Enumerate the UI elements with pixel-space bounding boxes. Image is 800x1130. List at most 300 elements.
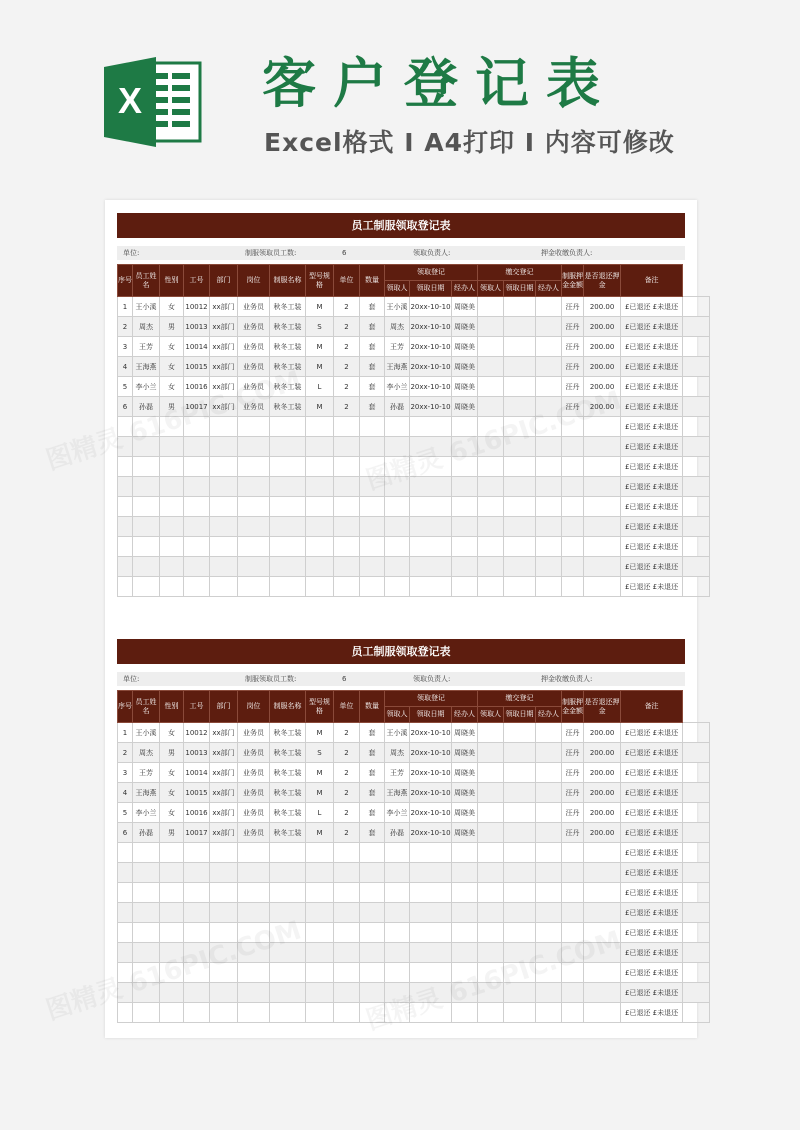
table-cell[interactable]: xx部门 [210, 763, 238, 783]
table-cell[interactable] [683, 723, 710, 743]
table-cell[interactable]: 男 [160, 823, 184, 843]
table-cell[interactable] [683, 943, 710, 963]
table-cell[interactable]: 周晓美 [452, 297, 478, 317]
table-cell[interactable]: 套 [360, 823, 385, 843]
table-cell[interactable] [562, 1003, 584, 1023]
table-cell[interactable]: £已退还 £未退还 [621, 537, 683, 557]
table-cell[interactable]: 20xx-10-10 [410, 723, 452, 743]
table-cell[interactable]: M [306, 823, 334, 843]
table-cell[interactable] [238, 437, 270, 457]
table-cell[interactable] [478, 903, 504, 923]
table-cell[interactable] [385, 903, 410, 923]
table-cell[interactable] [160, 983, 184, 1003]
table-cell[interactable] [270, 437, 306, 457]
table-cell[interactable] [238, 417, 270, 437]
table-cell[interactable]: 王小溪 [385, 723, 410, 743]
table-cell[interactable]: 套 [360, 803, 385, 823]
table-cell[interactable] [360, 557, 385, 577]
table-cell[interactable] [210, 417, 238, 437]
table-cell[interactable] [504, 377, 536, 397]
table-cell[interactable] [118, 883, 133, 903]
table-cell[interactable] [536, 297, 562, 317]
table-cell[interactable] [410, 843, 452, 863]
table-cell[interactable] [504, 397, 536, 417]
table-cell[interactable] [118, 477, 133, 497]
table-cell[interactable] [160, 497, 184, 517]
table-cell[interactable] [385, 517, 410, 537]
table-cell[interactable] [360, 417, 385, 437]
table-cell[interactable]: 王小溪 [385, 297, 410, 317]
table-cell[interactable]: 6 [118, 397, 133, 417]
table-cell[interactable] [683, 577, 710, 597]
table-cell[interactable] [452, 477, 478, 497]
table-cell[interactable] [536, 557, 562, 577]
table-cell[interactable]: 2 [334, 297, 360, 317]
table-cell[interactable]: 套 [360, 723, 385, 743]
table-cell[interactable] [270, 923, 306, 943]
table-cell[interactable] [584, 943, 621, 963]
table-cell[interactable] [160, 923, 184, 943]
table-cell[interactable]: 2 [334, 743, 360, 763]
table-cell[interactable] [504, 537, 536, 557]
table-cell[interactable] [238, 517, 270, 537]
table-cell[interactable] [160, 477, 184, 497]
table-cell[interactable] [584, 537, 621, 557]
table-cell[interactable] [385, 863, 410, 883]
table-cell[interactable] [360, 477, 385, 497]
table-cell[interactable] [385, 983, 410, 1003]
table-cell[interactable] [562, 863, 584, 883]
table-cell[interactable] [504, 557, 536, 577]
table-cell[interactable] [270, 903, 306, 923]
table-cell[interactable] [504, 803, 536, 823]
table-cell[interactable] [306, 457, 334, 477]
table-cell[interactable]: 1 [118, 297, 133, 317]
table-cell[interactable] [334, 963, 360, 983]
table-cell[interactable]: 女 [160, 297, 184, 317]
table-cell[interactable] [334, 883, 360, 903]
table-cell[interactable] [238, 863, 270, 883]
table-cell[interactable] [334, 517, 360, 537]
table-cell[interactable]: £已退还 £未退还 [621, 437, 683, 457]
table-cell[interactable] [452, 417, 478, 437]
table-cell[interactable] [452, 1003, 478, 1023]
table-cell[interactable] [536, 903, 562, 923]
table-cell[interactable] [184, 883, 210, 903]
table-cell[interactable]: 套 [360, 743, 385, 763]
table-cell[interactable]: 女 [160, 803, 184, 823]
table-cell[interactable] [452, 457, 478, 477]
table-cell[interactable] [584, 517, 621, 537]
table-cell[interactable] [478, 843, 504, 863]
table-cell[interactable] [478, 577, 504, 597]
table-cell[interactable] [536, 397, 562, 417]
table-cell[interactable] [360, 843, 385, 863]
table-cell[interactable]: 汪丹 [562, 743, 584, 763]
table-cell[interactable]: 孙磊 [133, 823, 160, 843]
table-cell[interactable]: 业务员 [238, 803, 270, 823]
table-cell[interactable] [210, 1003, 238, 1023]
table-cell[interactable] [683, 923, 710, 943]
table-cell[interactable] [683, 397, 710, 417]
table-cell[interactable] [118, 437, 133, 457]
table-cell[interactable]: 200.00 [584, 723, 621, 743]
table-cell[interactable] [385, 577, 410, 597]
table-cell[interactable] [504, 843, 536, 863]
table-cell[interactable] [683, 1003, 710, 1023]
table-cell[interactable]: 汪丹 [562, 783, 584, 803]
table-cell[interactable] [536, 723, 562, 743]
table-cell[interactable] [584, 963, 621, 983]
table-cell[interactable]: 周晓美 [452, 397, 478, 417]
table-cell[interactable] [118, 517, 133, 537]
table-cell[interactable]: 男 [160, 317, 184, 337]
table-cell[interactable] [683, 317, 710, 337]
table-cell[interactable]: 汪丹 [562, 337, 584, 357]
table-cell[interactable] [410, 903, 452, 923]
table-cell[interactable] [504, 437, 536, 457]
table-cell[interactable] [184, 557, 210, 577]
table-cell[interactable] [238, 537, 270, 557]
table-cell[interactable] [270, 457, 306, 477]
table-cell[interactable] [306, 903, 334, 923]
table-cell[interactable] [410, 577, 452, 597]
table-cell[interactable] [270, 883, 306, 903]
table-cell[interactable] [270, 497, 306, 517]
info-count-value[interactable]: 6 [342, 249, 347, 257]
table-cell[interactable] [452, 537, 478, 557]
table-cell[interactable] [504, 457, 536, 477]
table-cell[interactable]: 李小兰 [133, 377, 160, 397]
table-cell[interactable] [133, 457, 160, 477]
table-cell[interactable]: 套 [360, 377, 385, 397]
table-cell[interactable] [306, 863, 334, 883]
table-cell[interactable] [562, 437, 584, 457]
table-cell[interactable] [683, 963, 710, 983]
table-cell[interactable] [118, 1003, 133, 1023]
table-cell[interactable]: 业务员 [238, 357, 270, 377]
table-cell[interactable]: 汪丹 [562, 297, 584, 317]
table-cell[interactable] [160, 517, 184, 537]
table-cell[interactable]: 孙磊 [385, 823, 410, 843]
table-cell[interactable]: 套 [360, 317, 385, 337]
table-cell[interactable]: 20xx-10-10 [410, 783, 452, 803]
table-cell[interactable] [360, 1003, 385, 1023]
table-cell[interactable] [306, 843, 334, 863]
table-cell[interactable] [360, 577, 385, 597]
table-cell[interactable] [118, 577, 133, 597]
table-cell[interactable] [334, 1003, 360, 1023]
table-cell[interactable] [184, 457, 210, 477]
table-cell[interactable] [683, 377, 710, 397]
table-cell[interactable] [118, 923, 133, 943]
table-cell[interactable]: 2 [334, 763, 360, 783]
table-cell[interactable] [562, 983, 584, 1003]
table-cell[interactable] [478, 497, 504, 517]
table-cell[interactable]: 汪丹 [562, 823, 584, 843]
table-cell[interactable] [536, 923, 562, 943]
table-cell[interactable] [452, 843, 478, 863]
table-cell[interactable]: £已退还 £未退还 [621, 1003, 683, 1023]
table-cell[interactable] [683, 983, 710, 1003]
table-cell[interactable] [360, 923, 385, 943]
table-cell[interactable]: 10013 [184, 317, 210, 337]
table-cell[interactable] [210, 457, 238, 477]
table-cell[interactable] [504, 943, 536, 963]
table-cell[interactable] [270, 963, 306, 983]
table-cell[interactable] [210, 963, 238, 983]
table-cell[interactable]: 女 [160, 723, 184, 743]
table-cell[interactable]: L [306, 377, 334, 397]
table-cell[interactable]: 2 [334, 357, 360, 377]
table-cell[interactable] [360, 437, 385, 457]
table-cell[interactable] [360, 517, 385, 537]
table-cell[interactable]: 秋冬工装 [270, 337, 306, 357]
table-cell[interactable]: 10014 [184, 763, 210, 783]
table-cell[interactable] [360, 457, 385, 477]
table-cell[interactable] [133, 517, 160, 537]
table-cell[interactable]: £已退还 £未退还 [621, 337, 683, 357]
table-cell[interactable] [478, 883, 504, 903]
table-cell[interactable]: 汪丹 [562, 397, 584, 417]
table-cell[interactable] [536, 337, 562, 357]
table-cell[interactable]: M [306, 723, 334, 743]
table-cell[interactable] [536, 783, 562, 803]
table-cell[interactable]: 业务员 [238, 377, 270, 397]
table-cell[interactable] [478, 537, 504, 557]
table-cell[interactable] [410, 963, 452, 983]
table-cell[interactable]: 业务员 [238, 723, 270, 743]
table-cell[interactable]: 10017 [184, 397, 210, 417]
table-cell[interactable] [118, 497, 133, 517]
table-cell[interactable]: 业务员 [238, 317, 270, 337]
table-cell[interactable]: 2 [334, 783, 360, 803]
table-cell[interactable]: 女 [160, 783, 184, 803]
table-cell[interactable] [270, 983, 306, 1003]
table-cell[interactable]: 套 [360, 783, 385, 803]
table-cell[interactable] [133, 883, 160, 903]
table-cell[interactable]: 2 [334, 337, 360, 357]
table-cell[interactable]: £已退还 £未退还 [621, 723, 683, 743]
table-cell[interactable] [184, 1003, 210, 1023]
table-cell[interactable] [536, 823, 562, 843]
table-cell[interactable] [133, 943, 160, 963]
table-cell[interactable] [504, 297, 536, 317]
table-cell[interactable] [562, 903, 584, 923]
table-cell[interactable] [536, 843, 562, 863]
table-cell[interactable]: 2 [118, 743, 133, 763]
table-cell[interactable] [536, 537, 562, 557]
table-cell[interactable] [478, 397, 504, 417]
table-cell[interactable]: £已退还 £未退还 [621, 377, 683, 397]
table-cell[interactable]: 周晓美 [452, 337, 478, 357]
table-cell[interactable] [306, 883, 334, 903]
table-cell[interactable] [478, 803, 504, 823]
table-cell[interactable] [562, 883, 584, 903]
table-cell[interactable] [270, 863, 306, 883]
table-cell[interactable] [452, 923, 478, 943]
table-cell[interactable]: xx部门 [210, 357, 238, 377]
table-cell[interactable]: 10016 [184, 377, 210, 397]
table-cell[interactable]: 2 [334, 723, 360, 743]
table-cell[interactable]: 业务员 [238, 783, 270, 803]
table-cell[interactable] [478, 337, 504, 357]
table-cell[interactable]: M [306, 337, 334, 357]
table-cell[interactable] [683, 843, 710, 863]
table-cell[interactable] [536, 983, 562, 1003]
table-cell[interactable]: xx部门 [210, 783, 238, 803]
table-cell[interactable]: £已退还 £未退还 [621, 823, 683, 843]
table-cell[interactable] [210, 557, 238, 577]
table-cell[interactable] [334, 477, 360, 497]
table-cell[interactable] [584, 437, 621, 457]
info-count-value[interactable]: 6 [342, 675, 347, 683]
table-cell[interactable]: 周杰 [385, 743, 410, 763]
table-cell[interactable] [270, 517, 306, 537]
table-cell[interactable] [410, 983, 452, 1003]
table-cell[interactable] [504, 577, 536, 597]
table-cell[interactable]: 女 [160, 377, 184, 397]
table-cell[interactable]: 汪丹 [562, 723, 584, 743]
table-cell[interactable] [160, 1003, 184, 1023]
table-cell[interactable] [536, 1003, 562, 1023]
table-cell[interactable] [683, 357, 710, 377]
table-cell[interactable] [536, 883, 562, 903]
table-cell[interactable]: 秋冬工装 [270, 763, 306, 783]
table-cell[interactable] [536, 743, 562, 763]
table-cell[interactable]: £已退还 £未退还 [621, 557, 683, 577]
table-cell[interactable] [238, 477, 270, 497]
table-cell[interactable]: 王芳 [385, 337, 410, 357]
table-cell[interactable]: 2 [334, 823, 360, 843]
table-cell[interactable] [562, 843, 584, 863]
table-cell[interactable] [536, 417, 562, 437]
table-cell[interactable]: 王海燕 [133, 357, 160, 377]
table-cell[interactable]: 王海燕 [385, 357, 410, 377]
table-cell[interactable] [683, 903, 710, 923]
table-cell[interactable] [210, 943, 238, 963]
table-cell[interactable] [536, 477, 562, 497]
table-cell[interactable]: 孙磊 [133, 397, 160, 417]
table-cell[interactable] [160, 577, 184, 597]
table-cell[interactable] [410, 417, 452, 437]
table-cell[interactable]: 2 [334, 317, 360, 337]
table-cell[interactable]: 200.00 [584, 297, 621, 317]
table-cell[interactable]: 200.00 [584, 743, 621, 763]
table-cell[interactable] [306, 1003, 334, 1023]
table-cell[interactable] [683, 557, 710, 577]
table-cell[interactable]: 套 [360, 297, 385, 317]
table-cell[interactable]: 秋冬工装 [270, 783, 306, 803]
table-cell[interactable]: £已退还 £未退还 [621, 357, 683, 377]
table-cell[interactable] [133, 903, 160, 923]
table-cell[interactable] [184, 983, 210, 1003]
table-cell[interactable] [210, 863, 238, 883]
table-cell[interactable]: S [306, 743, 334, 763]
table-cell[interactable] [584, 577, 621, 597]
table-cell[interactable] [118, 843, 133, 863]
table-cell[interactable] [410, 557, 452, 577]
table-cell[interactable] [504, 337, 536, 357]
table-cell[interactable] [584, 497, 621, 517]
table-cell[interactable]: 王芳 [385, 763, 410, 783]
table-cell[interactable] [160, 963, 184, 983]
table-cell[interactable] [536, 497, 562, 517]
table-cell[interactable] [184, 903, 210, 923]
table-cell[interactable] [118, 983, 133, 1003]
table-cell[interactable] [385, 417, 410, 437]
table-cell[interactable] [683, 823, 710, 843]
table-cell[interactable] [133, 863, 160, 883]
table-cell[interactable] [270, 417, 306, 437]
table-cell[interactable] [410, 943, 452, 963]
table-cell[interactable]: 秋冬工装 [270, 357, 306, 377]
table-cell[interactable]: 10012 [184, 723, 210, 743]
table-cell[interactable] [385, 943, 410, 963]
table-cell[interactable] [210, 497, 238, 517]
table-cell[interactable] [504, 783, 536, 803]
table-cell[interactable]: 200.00 [584, 823, 621, 843]
table-cell[interactable] [562, 963, 584, 983]
table-cell[interactable]: 10016 [184, 803, 210, 823]
table-cell[interactable] [160, 883, 184, 903]
table-cell[interactable]: 周晓美 [452, 763, 478, 783]
table-cell[interactable] [210, 883, 238, 903]
table-cell[interactable] [683, 883, 710, 903]
table-cell[interactable] [385, 963, 410, 983]
table-cell[interactable] [184, 497, 210, 517]
table-cell[interactable]: £已退还 £未退还 [621, 397, 683, 417]
table-cell[interactable] [270, 557, 306, 577]
table-cell[interactable]: 20xx-10-10 [410, 823, 452, 843]
table-cell[interactable]: 李小兰 [385, 377, 410, 397]
table-cell[interactable] [160, 417, 184, 437]
table-cell[interactable] [504, 863, 536, 883]
table-cell[interactable] [562, 517, 584, 537]
table-cell[interactable] [160, 457, 184, 477]
table-cell[interactable] [478, 557, 504, 577]
table-cell[interactable] [504, 1003, 536, 1023]
table-cell[interactable] [306, 497, 334, 517]
table-cell[interactable] [118, 863, 133, 883]
table-cell[interactable] [334, 497, 360, 517]
table-cell[interactable]: 业务员 [238, 823, 270, 843]
table-cell[interactable] [478, 377, 504, 397]
table-cell[interactable] [210, 843, 238, 863]
table-cell[interactable] [133, 843, 160, 863]
table-cell[interactable] [306, 557, 334, 577]
table-cell[interactable]: 20xx-10-10 [410, 763, 452, 783]
table-cell[interactable] [306, 477, 334, 497]
table-cell[interactable] [210, 477, 238, 497]
table-cell[interactable]: £已退还 £未退还 [621, 783, 683, 803]
table-cell[interactable] [504, 357, 536, 377]
table-cell[interactable] [133, 417, 160, 437]
table-cell[interactable]: 汪丹 [562, 803, 584, 823]
table-cell[interactable]: 2 [334, 377, 360, 397]
table-cell[interactable] [385, 557, 410, 577]
table-cell[interactable] [478, 923, 504, 943]
table-cell[interactable]: 周晓美 [452, 823, 478, 843]
table-cell[interactable] [160, 863, 184, 883]
table-cell[interactable] [133, 537, 160, 557]
table-cell[interactable] [334, 943, 360, 963]
table-cell[interactable] [683, 437, 710, 457]
table-cell[interactable] [536, 763, 562, 783]
table-cell[interactable] [504, 497, 536, 517]
table-cell[interactable] [238, 557, 270, 577]
table-cell[interactable] [360, 963, 385, 983]
